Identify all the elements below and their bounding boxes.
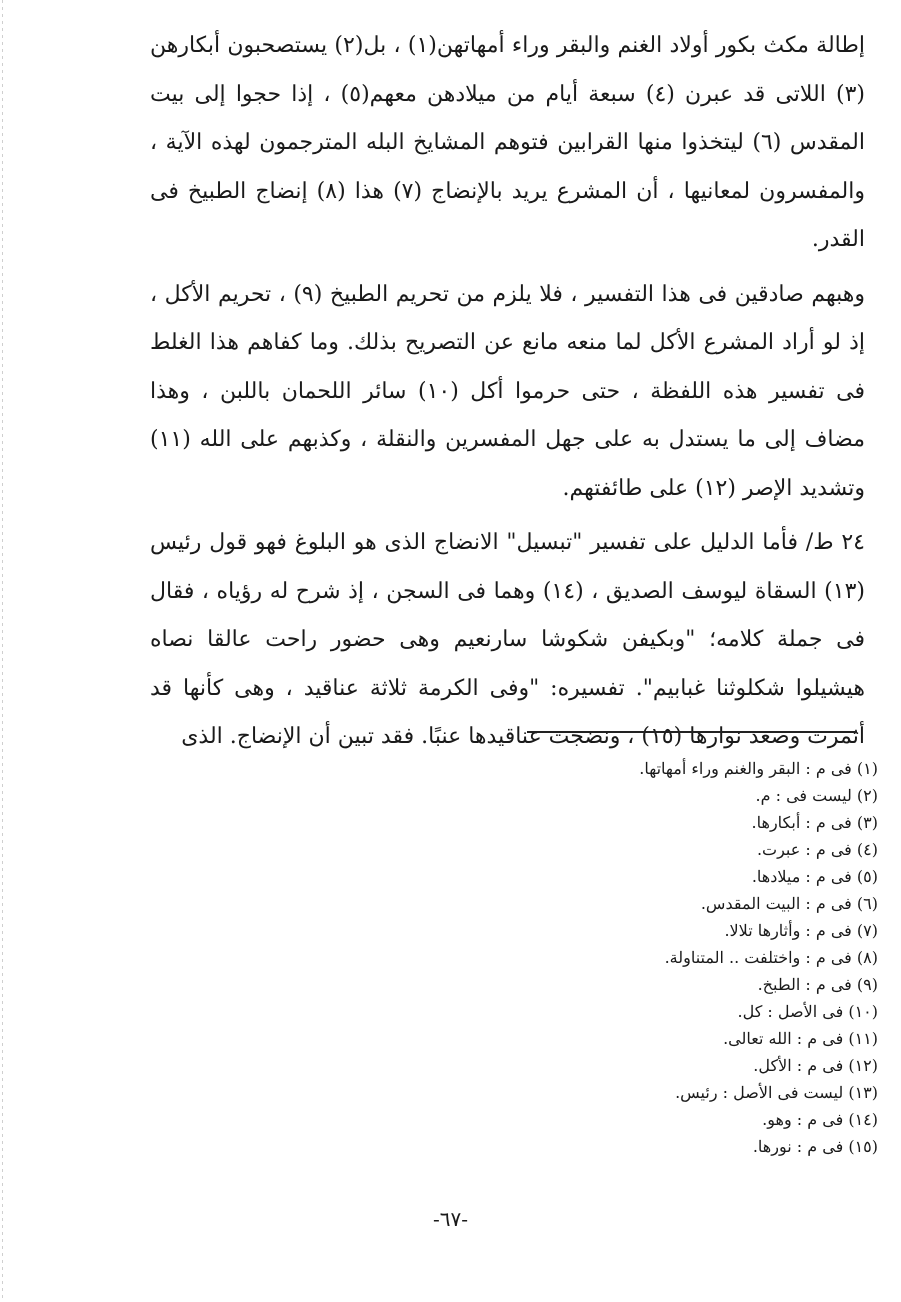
main-text (150, 22, 865, 762)
footnote-8: (٨) فى م : واختلفت .. المتناولة. (664, 948, 878, 967)
paragraph-2: وهبهم صادقين فى هذا التفسير ، فلا يلزم من تحريم الطبيخ (٩) ، تحريم الأكل ، إذ لو أراد المشرع الأكل لما منعه مانع عن التصريح بذلك. وما كفاهم هذا الغلط فى تفسير هذه اللفظة ، حتى حرموا أكل (١٠) سائر اللحمان باللبن ، وهذا مضاف إلى ما يستدل به على جهل المفسرين والنقلة ، وكذبهم على الله (١١) وتشديد الإصر (١٢) على طائفتهم. (150, 281, 865, 501)
footnote-divider (527, 731, 857, 733)
footnote-10: (١٠) فى الأصل : كل. (737, 1002, 878, 1021)
footnote-6: (٦) فى م : البيت المقدس. (700, 894, 878, 913)
scan-edge (2, 0, 3, 1302)
footnote-15: (١٥) فى م : نورها. (752, 1137, 878, 1156)
footnotes (458, 755, 878, 1160)
footnote-5: (٥) فى م : ميلادها. (751, 867, 878, 886)
footnote-11: (١١) فى م : الله تعالى. (723, 1029, 878, 1048)
footnote-13: (١٣) ليست فى الأصل : رئيس. (675, 1083, 878, 1102)
footnote-2: (٢) ليست فى : م. (755, 786, 878, 805)
footnote-4: (٤) فى م : عبرت. (756, 840, 878, 859)
page-number: -٦٧- (432, 1207, 468, 1231)
footnote-1: (١) فى م : البقر والغنم وراء أمهاتها. (639, 759, 878, 778)
footnote-14: (١٤) فى م : وهو. (762, 1110, 878, 1129)
paragraph-1: إطالة مكث بكور أولاد الغنم والبقر وراء أمهاتهن(١) ، بل(٢) يستصحبون أبكارهن (٣) اللاتى قد عبرن (٤) سبعة أيام من ميلادهن معهم(٥) ، إذا حجوا إلى بيت المقدس (٦) ليتخذوا منها القرابين فتوهم المشايخ البله المترجمون لهذه الآية ، والمفسرون لمعانيها ، أن المشرع يريد بالإنضاج (٧) هذا (٨) إنضاج الطبيخ فى القدر. (150, 33, 866, 252)
footnote-9: (٩) فى م : الطبخ. (757, 975, 878, 994)
footnote-12: (١٢) فى م : الأكل. (753, 1056, 878, 1075)
footnote-7: (٧) فى م : وأثارها تلالا. (724, 921, 878, 940)
footnote-3: (٣) فى م : أبكارها. (751, 813, 878, 832)
paragraph-3: ٢٤ ط/ فأما الدليل على تفسير "تبسيل" الانضاج الذى هو البلوغ فهو قول رئيس (١٣) السقاة ليوسف الصديق ، (١٤) وهما فى السجن ، إذ شرح له رؤياه ، فقال فى جملة كلامه؛ "وبكيفن شكوشا سارنعيم وهى حضور راحت عالقا نصاه هيشيلوا شكلوثنا غبابيم". تفسيره: "وفى الكرمة ثلاثة عناقيد ، وهى كأنها قد أثمرت وصعد نوارها (١٥) ، ونضجت عناقيدها عنبًا. فقد تبين أن الإنضاج. الذى (150, 530, 865, 749)
